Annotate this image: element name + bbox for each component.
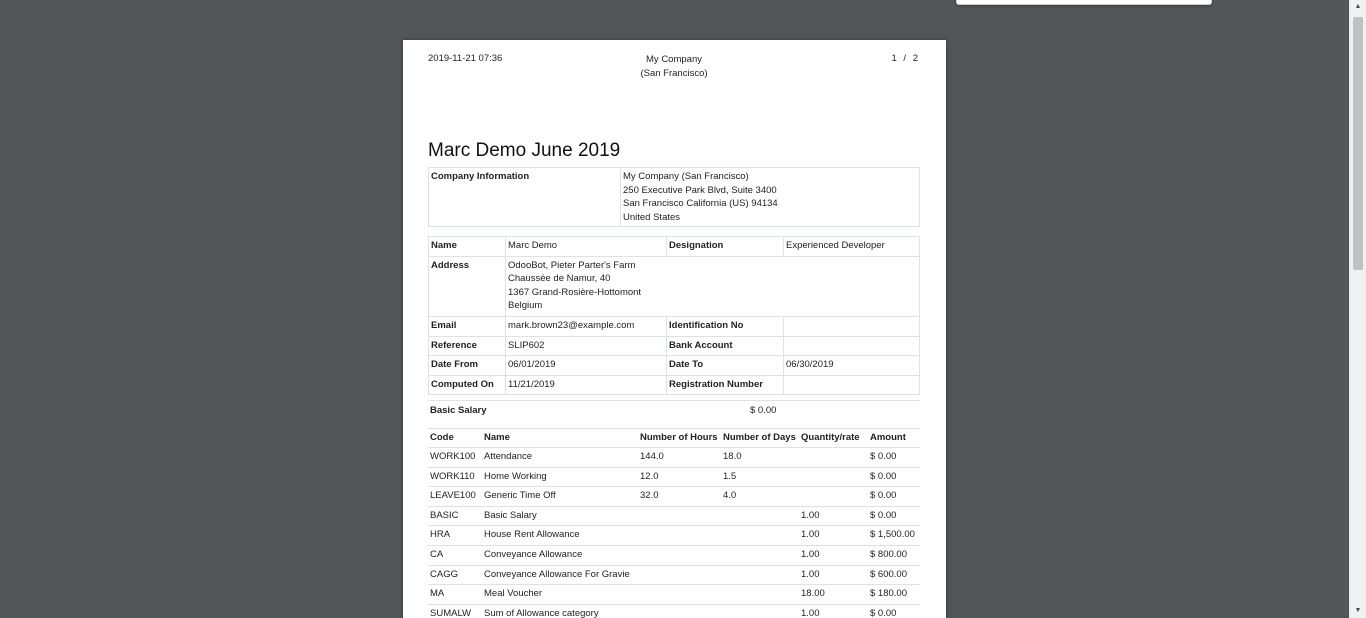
toolbar-popup	[956, 0, 1212, 5]
line-code: HRA	[428, 526, 482, 546]
company-address-line: 250 Executive Park Blvd, Suite 3400	[623, 184, 777, 196]
date-from-value: 06/01/2019	[506, 356, 667, 376]
table-row	[428, 467, 920, 487]
line-code: BASIC	[428, 506, 482, 526]
page-total: 2	[912, 53, 918, 64]
date-to-label: Date To	[667, 356, 784, 376]
computed-on-label: Computed On	[429, 375, 506, 395]
line-days	[721, 526, 799, 546]
line-days	[721, 506, 799, 526]
payslip-lines-table	[428, 428, 920, 618]
line-days	[721, 565, 799, 585]
line-hours: 32.0	[638, 487, 721, 507]
email-label: Email	[429, 316, 506, 336]
line-amount: $ 0.00	[868, 448, 920, 468]
table-row	[428, 526, 920, 546]
address-line: 1367 Grand-Rosière-Hottomont	[508, 286, 642, 298]
address-line: Belgium	[508, 300, 543, 312]
table-row	[428, 565, 920, 585]
payslip-title: Marc Demo June 2019	[428, 140, 621, 161]
line-code: MA	[428, 585, 482, 605]
line-quantity: 1.00	[799, 565, 868, 585]
line-hours	[638, 526, 721, 546]
line-name: Generic Time Off	[482, 487, 638, 507]
identification-value	[784, 316, 920, 336]
line-code: WORK110	[428, 467, 482, 487]
basic-salary-table	[428, 400, 920, 422]
line-name: Meal Voucher	[482, 585, 638, 605]
line-quantity	[799, 487, 868, 507]
line-code: SUMALW	[428, 604, 482, 618]
line-amount: $ 0.00	[868, 487, 920, 507]
scroll-down-icon[interactable]: ▼	[1354, 607, 1362, 614]
line-amount: $ 0.00	[868, 467, 920, 487]
company-header	[428, 53, 920, 80]
line-quantity: 18.00	[799, 585, 868, 605]
employee-name: Marc Demo	[506, 237, 667, 257]
table-row	[428, 448, 920, 468]
line-hours	[638, 565, 721, 585]
line-amount: $ 600.00	[868, 565, 920, 585]
line-code: LEAVE100	[428, 487, 482, 507]
line-name: Home Working	[482, 467, 638, 487]
line-name: Conveyance Allowance	[482, 545, 638, 565]
line-hours	[638, 506, 721, 526]
line-days: 1.5	[721, 467, 799, 487]
table-row	[428, 506, 920, 526]
line-hours: 12.0	[638, 467, 721, 487]
col-header-code: Code	[428, 429, 482, 448]
employee-info-table	[428, 236, 920, 395]
bank-account-label: Bank Account	[667, 336, 784, 356]
line-amount: $ 0.00	[868, 506, 920, 526]
bank-account-value	[784, 336, 920, 356]
page-header	[428, 53, 920, 83]
line-days	[721, 545, 799, 565]
line-name: Sum of Allowance category	[482, 604, 638, 618]
line-quantity: 1.00	[799, 526, 868, 546]
report-page	[403, 40, 946, 618]
basic-salary-label: Basic Salary	[430, 405, 487, 416]
employee-email: mark.brown23@example.com	[506, 316, 667, 336]
identification-label: Identification No	[667, 316, 784, 336]
company-address-line: My Company (San Francisco)	[623, 171, 749, 182]
scroll-up-icon[interactable]: ▲	[1354, 3, 1362, 10]
line-hours	[638, 545, 721, 565]
col-header-quantity: Quantity/rate	[799, 429, 868, 448]
computed-on-value: 11/21/2019	[506, 375, 667, 395]
company-address-line: San Francisco California (US) 94134	[623, 198, 778, 210]
company-info-label: Company Information	[429, 168, 621, 227]
col-header-name: Name	[482, 429, 638, 448]
table-row	[428, 604, 920, 618]
line-amount: $ 800.00	[868, 545, 920, 565]
address-line: Chaussée de Namur, 40	[508, 273, 611, 285]
line-amount: $ 1,500.00	[868, 526, 920, 546]
table-row	[428, 487, 920, 507]
company-city: (San Francisco)	[640, 67, 708, 79]
registration-label: Registration Number	[667, 375, 784, 395]
line-amount: $ 180.00	[868, 585, 920, 605]
table-row	[428, 545, 920, 565]
line-quantity	[799, 467, 868, 487]
payslip-reference: SLIP602	[506, 336, 667, 356]
line-quantity	[799, 448, 868, 468]
designation-label: Designation	[667, 237, 784, 257]
employee-designation: Experienced Developer	[784, 237, 920, 257]
lines-header-row	[428, 429, 920, 448]
page-current: 1	[891, 53, 897, 64]
table-row	[428, 585, 920, 605]
line-hours: 144.0	[638, 448, 721, 468]
vertical-scrollbar[interactable]	[1349, 0, 1366, 618]
line-name: Basic Salary	[482, 506, 638, 526]
line-hours	[638, 604, 721, 618]
line-days: 18.0	[721, 448, 799, 468]
name-label: Name	[429, 237, 506, 257]
line-name: House Rent Allowance	[482, 526, 638, 546]
line-amount: $ 0.00	[868, 604, 920, 618]
line-name: Attendance	[482, 448, 638, 468]
registration-value	[784, 375, 920, 395]
line-code: CA	[428, 545, 482, 565]
col-header-days: Number of Days	[721, 429, 799, 448]
col-header-amount: Amount	[868, 429, 920, 448]
line-days	[721, 585, 799, 605]
line-hours	[638, 585, 721, 605]
date-to-value: 06/30/2019	[784, 356, 920, 376]
page-separator: /	[903, 53, 907, 64]
page-number	[889, 53, 920, 64]
col-header-hours: Number of Hours	[638, 429, 721, 448]
line-code: CAGG	[428, 565, 482, 585]
company-info-table	[428, 167, 920, 227]
company-info-address	[621, 168, 920, 227]
line-name: Conveyance Allowance For Gravie	[482, 565, 638, 585]
line-quantity: 1.00	[799, 604, 868, 618]
company-name: My Company	[646, 54, 702, 65]
line-days	[721, 604, 799, 618]
reference-label: Reference	[429, 336, 506, 356]
address-line: OdooBot, Pieter Parter's Farm	[508, 259, 636, 271]
line-quantity: 1.00	[799, 545, 868, 565]
line-code: WORK100	[428, 448, 482, 468]
print-datetime: 2019-11-21 07:36	[428, 53, 503, 64]
scrollbar-thumb[interactable]	[1353, 17, 1363, 270]
address-label: Address	[429, 256, 506, 316]
employee-address	[506, 256, 920, 316]
basic-salary-value: $ 0.00	[750, 405, 777, 416]
company-address-line: United States	[623, 211, 681, 223]
line-days: 4.0	[721, 487, 799, 507]
line-quantity: 1.00	[799, 506, 868, 526]
date-from-label: Date From	[429, 356, 506, 376]
